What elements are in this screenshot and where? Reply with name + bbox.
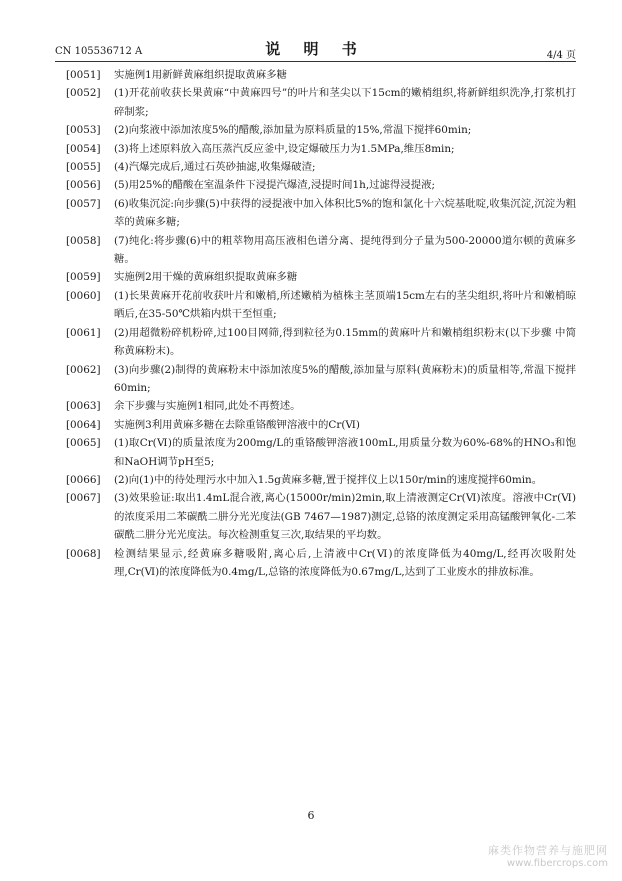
paragraph-text: (6)收集沉淀:向步骤(5)中获得的浸提液中加入体积比5%的饱和氯化十六烷基吡啶,收集沉淀,沉淀为粗萃的黄麻多糖; — [114, 197, 576, 229]
page-indicator: 4/4 页 — [546, 50, 576, 61]
paragraph — [66, 489, 576, 544]
watermark — [488, 842, 608, 869]
paragraph — [66, 434, 576, 471]
paragraph-number: [0056] — [66, 179, 101, 192]
paragraph — [66, 176, 576, 194]
paragraph-number: [0053] — [66, 124, 101, 137]
paragraph-number: [0060] — [66, 289, 101, 302]
paragraph-text: (1)取Cr(Ⅵ)的质量浓度为200mg/L的重铬酸钾溶液100mL,用质量分数为60%-68%的HNO₃和饱和NaOH调节pH至5; — [114, 437, 576, 468]
paragraph-text: (2)向(1)中的待处理污水中加入1.5g黄麻多糖,置于搅拌仪上以150r/min的速度搅拌60min。 — [114, 473, 543, 486]
paragraph-text: 实施例1用新鲜黄麻组织提取黄麻多糖 — [114, 69, 287, 81]
paragraph-number: [0061] — [66, 326, 101, 339]
paragraph — [66, 397, 576, 415]
paragraph — [66, 324, 576, 361]
watermark-url: www.fibercrops.com — [506, 858, 608, 869]
paragraph-text: (3)效果验证:取出1.4mL混合液,离心(15000r/min)2min,取上清液测定Cr(Ⅵ)浓度。溶液中Cr(Ⅵ)的浓度采用二苯碳酰二肼分光光度法(GB 7467—1987)测定,总铬的浓度测定采用高锰酸钾氧化-二苯碳酰二肼分光光度法。每次检测重复三次,取结果的平均数。 — [114, 492, 576, 542]
paragraph-number: [0068] — [66, 547, 101, 560]
paragraph — [66, 158, 576, 176]
paragraph-text: (2)向浆液中添加浓度5%的醋酸,添加量为原料质量的15%,常温下搅拌60min; — [114, 124, 472, 137]
paragraph-text: (7)纯化:将步骤(6)中的粗萃物用高压液相色谱分离、提纯得到分子量为500-20000道尔顿的黄麻多糖。 — [114, 234, 576, 266]
paragraph — [66, 287, 576, 324]
document-title: 说 明 书 — [265, 40, 366, 58]
paragraph-number: [0057] — [66, 197, 101, 210]
page-number: 6 — [307, 809, 315, 822]
paragraph-number: [0055] — [66, 161, 101, 174]
paragraph-number: [0051] — [66, 69, 101, 81]
paragraph-text: (2)用超微粉碎机粉碎,过100目网筛,得到粒径为0.15mm的黄麻叶片和嫩梢组织粉末(以下步骤 中简称黄麻粉末)。 — [114, 326, 576, 358]
patent-number: CN 105536712 A — [55, 46, 143, 57]
paragraph — [66, 232, 576, 269]
paragraph — [66, 471, 576, 489]
watermark-title: 麻类作物营养与施肥网 — [488, 844, 608, 857]
paragraph-text: (1)长果黄麻开花前收获叶片和嫩梢,所述嫩梢为植株主茎顶端15cm左右的茎尖组织,将叶片和嫩梢晾晒后,在35-50℃烘箱内烘干至恒重; — [114, 289, 576, 321]
paragraph — [66, 545, 576, 582]
paragraph — [66, 361, 576, 398]
header-divider — [55, 61, 576, 62]
paragraph — [66, 140, 576, 158]
paragraph-number: [0054] — [66, 142, 101, 155]
paragraph — [66, 416, 576, 434]
paragraph-text: 实施例3利用黄麻多糖在去除重铬酸钾溶液中的Cr(Ⅵ) — [114, 418, 360, 431]
page-header — [55, 42, 576, 62]
paragraph-number: [0067] — [66, 492, 101, 505]
paragraph-text: (3)向步骤(2)制得的黄麻粉末中添加浓度5%的醋酸,添加量与原料(黄麻粉末)的质量相等,常温下搅拌60min; — [114, 363, 576, 394]
paragraph-text: (5)用25%的醋酸在室温条件下浸提汽爆渣,浸提时间1h,过滤得浸提液; — [114, 179, 435, 192]
paragraph — [66, 84, 576, 121]
paragraph — [66, 121, 576, 139]
paragraph-number: [0059] — [66, 271, 101, 284]
paragraph-number: [0052] — [66, 87, 101, 100]
description-body — [66, 66, 576, 581]
paragraph-text: (3)将上述原料放入高压蒸汽反应釜中,设定爆破压力为1.5MPa,维压8min; — [114, 142, 455, 155]
paragraph — [66, 268, 576, 286]
paragraph-text: (4)汽爆完成后,通过石英砂抽滤,收集爆破渣; — [114, 161, 316, 174]
paragraph-number: [0064] — [66, 418, 101, 431]
paragraph-number: [0058] — [66, 234, 101, 247]
paragraph-text: 实施例2用干燥的黄麻组织提取黄麻多糖 — [114, 271, 298, 284]
paragraph — [66, 66, 576, 84]
paragraph-text: (1)开花前收获长果黄麻“中黄麻四号”的叶片和茎尖以下15cm的嫩梢组织,将新鲜组织洗净,打浆机打碎制浆; — [114, 87, 576, 118]
paragraph-number: [0063] — [66, 400, 101, 413]
paragraph-number: [0066] — [66, 473, 101, 486]
paragraph — [66, 195, 576, 232]
paragraph-number: [0062] — [66, 363, 101, 376]
paragraph-text: 余下步骤与实施例1相同,此处不再赘述。 — [114, 400, 301, 413]
paragraph-number: [0065] — [66, 437, 101, 450]
paragraph-text: 检测结果显示,经黄麻多糖吸附,离心后,上清液中Cr(Ⅵ)的浓度降低为40mg/L,经再次吸附处理,Cr(Ⅵ)的浓度降低为0.4mg/L,总铬的浓度降低为0.67mg/L,达到了工业废水的排放标准。 — [114, 547, 576, 578]
